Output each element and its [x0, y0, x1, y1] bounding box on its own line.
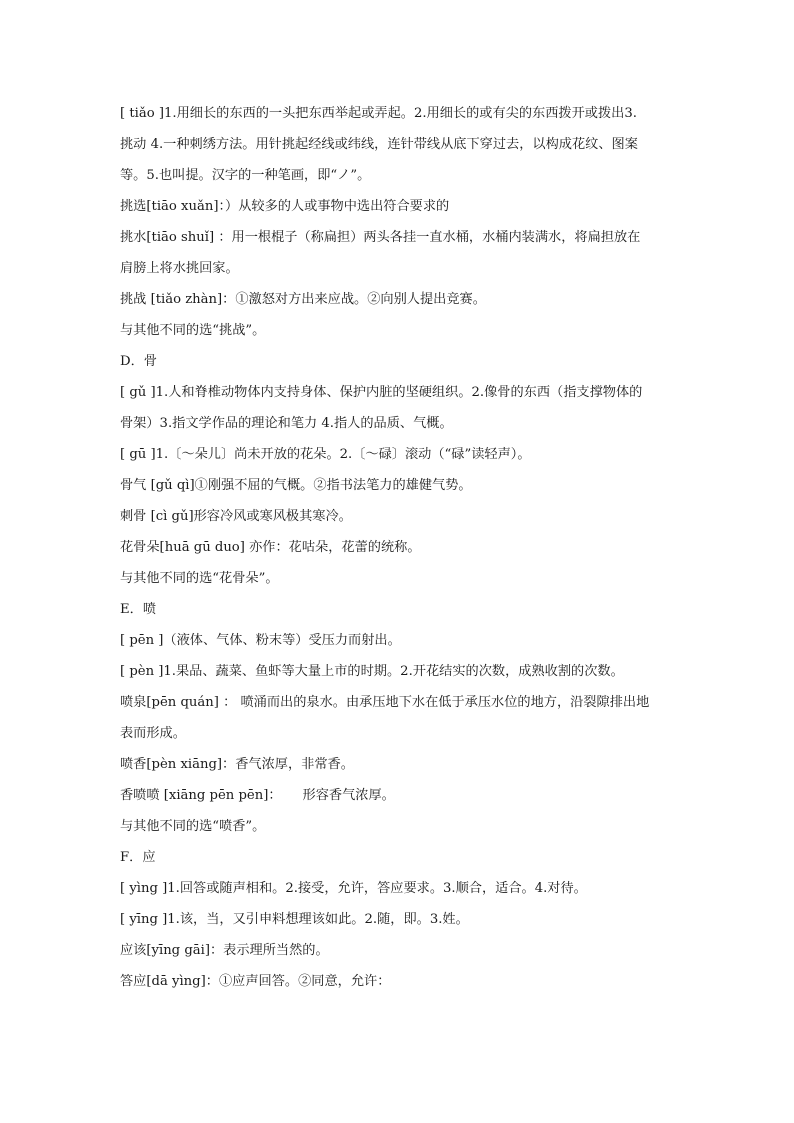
text-line: [ tiǎo ]1.用细长的东西的一头把东西举起或弄起。2.用细长的或有尖的东西拨开或拨出3. [120, 106, 637, 121]
section-heading: D．骨 [120, 354, 157, 369]
text-line: [ pèn ]1.果品、蔬菜、鱼虾等大量上市的时期。2.开花结实的次数，成熟收割的次数。 [120, 664, 624, 679]
text-line: 挑动 4.一种刺绣方法。用针挑起经线或纬线，连针带线从底下穿过去，以构成花纹、图案 [120, 137, 638, 152]
text-line: [ yìng ]1.回答或随声相和。2.接受，允许，答应要求。3.顺合，适合。4.对待。 [120, 881, 587, 896]
text-line: 答应[dā yìng]：①应声回答。②同意，允许： [120, 974, 391, 989]
text-line: [ pēn ]（液体、气体、粉末等）受压力而射出。 [120, 633, 401, 648]
text-line: 骨架）3.指文学作品的理论和笔力 4.指人的品质、气概。 [120, 416, 453, 431]
text-line: 挑战 [tiǎo zhàn]：①激怒对方出来应战。②向别人提出竞赛。 [120, 292, 486, 307]
text-line: 骨气 [gǔ qì]①刚强不屈的气概。②指书法笔力的雄健气势。 [120, 478, 472, 493]
text-line: 应该[yīng gāi]：表示理所当然的。 [120, 943, 329, 958]
section-heading: F．应 [120, 850, 156, 865]
text-line: 挑水[tiāo shuǐ] ：用一根棍子（称扁担）两头各挂一直水桶，水桶内装满水，将扁担放在 [120, 230, 641, 245]
document-body [120, 98, 680, 997]
text-line: 肩膀上将水挑回家。 [120, 261, 239, 276]
text-line: [ yīng ]1.该，当，又引申料想理该如此。2.随，即。3.姓。 [120, 912, 469, 927]
section-heading: E．喷 [120, 602, 157, 617]
answer-line: 与其他不同的选“挑战”。 [120, 323, 266, 338]
text-line: 刺骨 [cì gǔ]形容冷风或寒风极其寒冷。 [120, 509, 352, 524]
text-line: 表而形成。 [120, 726, 186, 741]
text-line: 喷泉[pēn quán] ： 喷涌而出的泉水。由承压地下水在低于承压水位的地方，沿裂隙排出地 [120, 695, 650, 710]
answer-line: 与其他不同的选“花骨朵”。 [120, 571, 279, 586]
text-line: [ gǔ ]1.人和脊椎动物体内支持身体、保护内脏的坚硬组织。2.像骨的东西（指支撑物体的 [120, 385, 643, 400]
text-line: [ gū ]1.〔～朵儿〕尚未开放的花朵。2.〔～碌〕滚动（“碌”读轻声）。 [120, 447, 531, 462]
text-line: 花骨朵[huā gū duo] 亦作：花咕朵，花蕾的统称。 [120, 540, 421, 555]
text-line: 喷香[pèn xiāng]：香气浓厚，非常香。 [120, 757, 354, 772]
text-line: 香喷喷 [xiāng pēn pēn]： 形容香气浓厚。 [120, 788, 395, 803]
answer-line: 与其他不同的选“喷香”。 [120, 819, 266, 834]
text-line: 挑选[tiāo xuǎn]：）从较多的人或事物中选出符合要求的 [120, 199, 450, 214]
text-line: 等。5.也叫提。汉字的一种笔画，即“ノ”。 [120, 168, 371, 183]
